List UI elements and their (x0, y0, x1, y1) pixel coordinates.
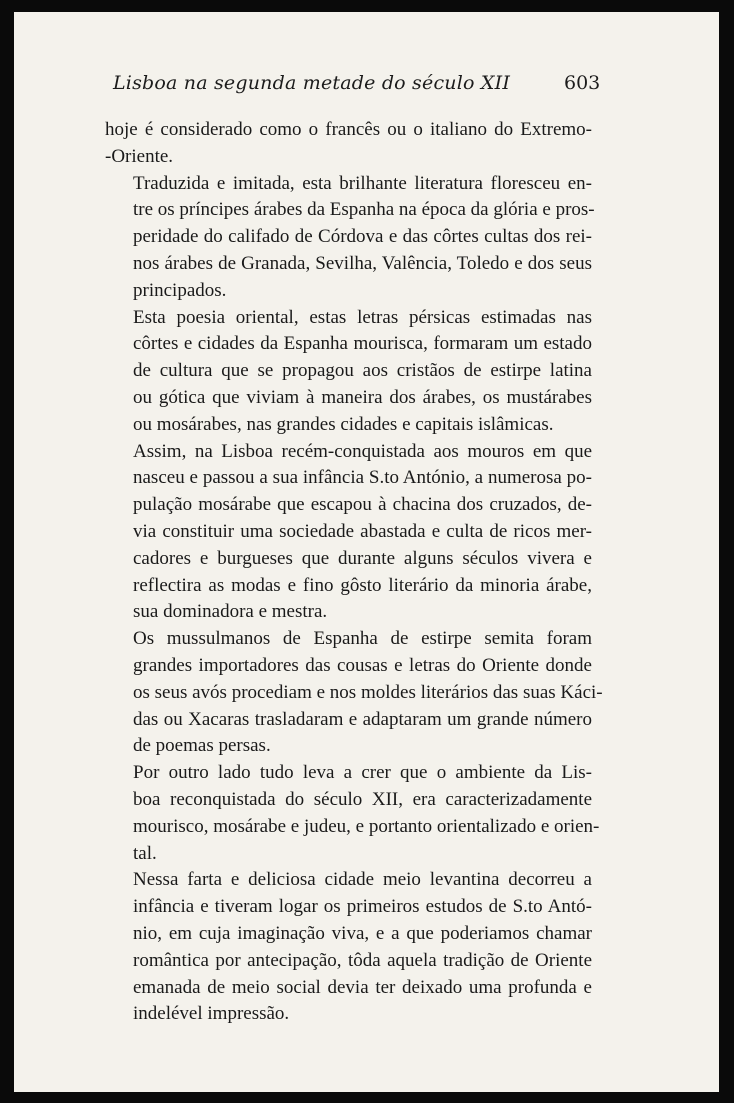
running-header (14, 72, 719, 100)
text-line: nasceu e passou a sua infância S.to António, a numerosa po- (133, 467, 592, 489)
text-line: reflectira as modas e fino gôsto literário da minoria árabe, (133, 574, 592, 596)
text-line: grandes importadores das cousas e letras do Oriente donde (133, 654, 592, 676)
paragraph (105, 760, 600, 867)
text-line: nos árabes de Granada, Sevilha, Valência, Toledo e dos seus (133, 252, 592, 274)
text-line: cadores e burgueses que durante alguns séculos vivera e (133, 547, 592, 569)
text-line: das ou Xacaras trasladaram e adaptaram um grande número (133, 708, 592, 730)
running-title: Lisboa na segunda metade do século XII (112, 72, 511, 94)
text-line: indelével impressão. (133, 1003, 290, 1025)
text-line: mourisco, mosárabe e judeu, e portanto orientalizado e orien- (133, 815, 600, 837)
paragraph (105, 305, 592, 439)
page-number: 603 (564, 72, 601, 94)
text-line: tal. (133, 842, 157, 864)
text-line: emanada de meio social devia ter deixado uma profunda e (133, 976, 592, 998)
text-line: pulação mosárabe que escapou à chacina dos cruzados, de- (133, 494, 592, 516)
text-line: principados. (133, 279, 227, 301)
text-line: Traduzida e imitada, esta brilhante literatura floresceu en- (133, 172, 592, 194)
book-page (14, 12, 719, 1092)
text-line: Os mussulmanos de Espanha de estirpe semita foram (133, 628, 592, 650)
text-line: os seus avós procediam e nos moldes literários das suas Káci- (133, 681, 603, 703)
text-line: Assim, na Lisboa recém-conquistada aos mouros em que (133, 440, 592, 462)
text-line: Esta poesia oriental, estas letras pérsicas estimadas nas (133, 306, 592, 328)
text-line: Nessa farta e deliciosa cidade meio levantina decorreu a (133, 869, 592, 891)
text-line: ou gótica que viviam à maneira dos árabes, os mustárabes (133, 386, 592, 408)
text-line: via constituir uma sociedade abastada e culta de ricos mer- (133, 520, 592, 542)
text-line: côrtes e cidades da Espanha mourisca, formaram um estado (133, 333, 592, 355)
text-line: peridade do califado de Córdova e das côrtes cultas dos rei- (133, 226, 592, 248)
text-line: sua dominadora e mestra. (133, 601, 328, 623)
paragraph (105, 626, 603, 760)
paragraph (105, 867, 592, 1028)
text-line: nio, em cuja imaginação viva, e a que poderiamos chamar (133, 922, 592, 944)
body-text (105, 117, 603, 1028)
text-line: boa reconquistada do século XII, era caracterizadamente (133, 788, 592, 810)
text-line: Por outro lado tudo leva a crer que o ambiente da Lis- (133, 762, 592, 784)
text-line: de cultura que se propagou aos cristãos de estirpe latina (133, 360, 592, 382)
text-line: tre os príncipes árabes da Espanha na época da glória e pros- (133, 199, 595, 221)
text-line: romântica por antecipação, tôda aquela tradição de Oriente (133, 949, 592, 971)
text-line: ou mosárabes, nas grandes cidades e capitais islâmicas. (133, 413, 554, 435)
text-line: de poemas persas. (133, 735, 271, 757)
text-line: infância e tiveram logar os primeiros estudos de S.to Antó- (133, 896, 592, 918)
paragraph (105, 171, 595, 305)
paragraph (105, 439, 592, 627)
paragraph (105, 117, 592, 171)
text-line: hoje é considerado como o francês ou o italiano do Extremo- (105, 119, 592, 140)
text-line: -Oriente. (105, 145, 174, 167)
